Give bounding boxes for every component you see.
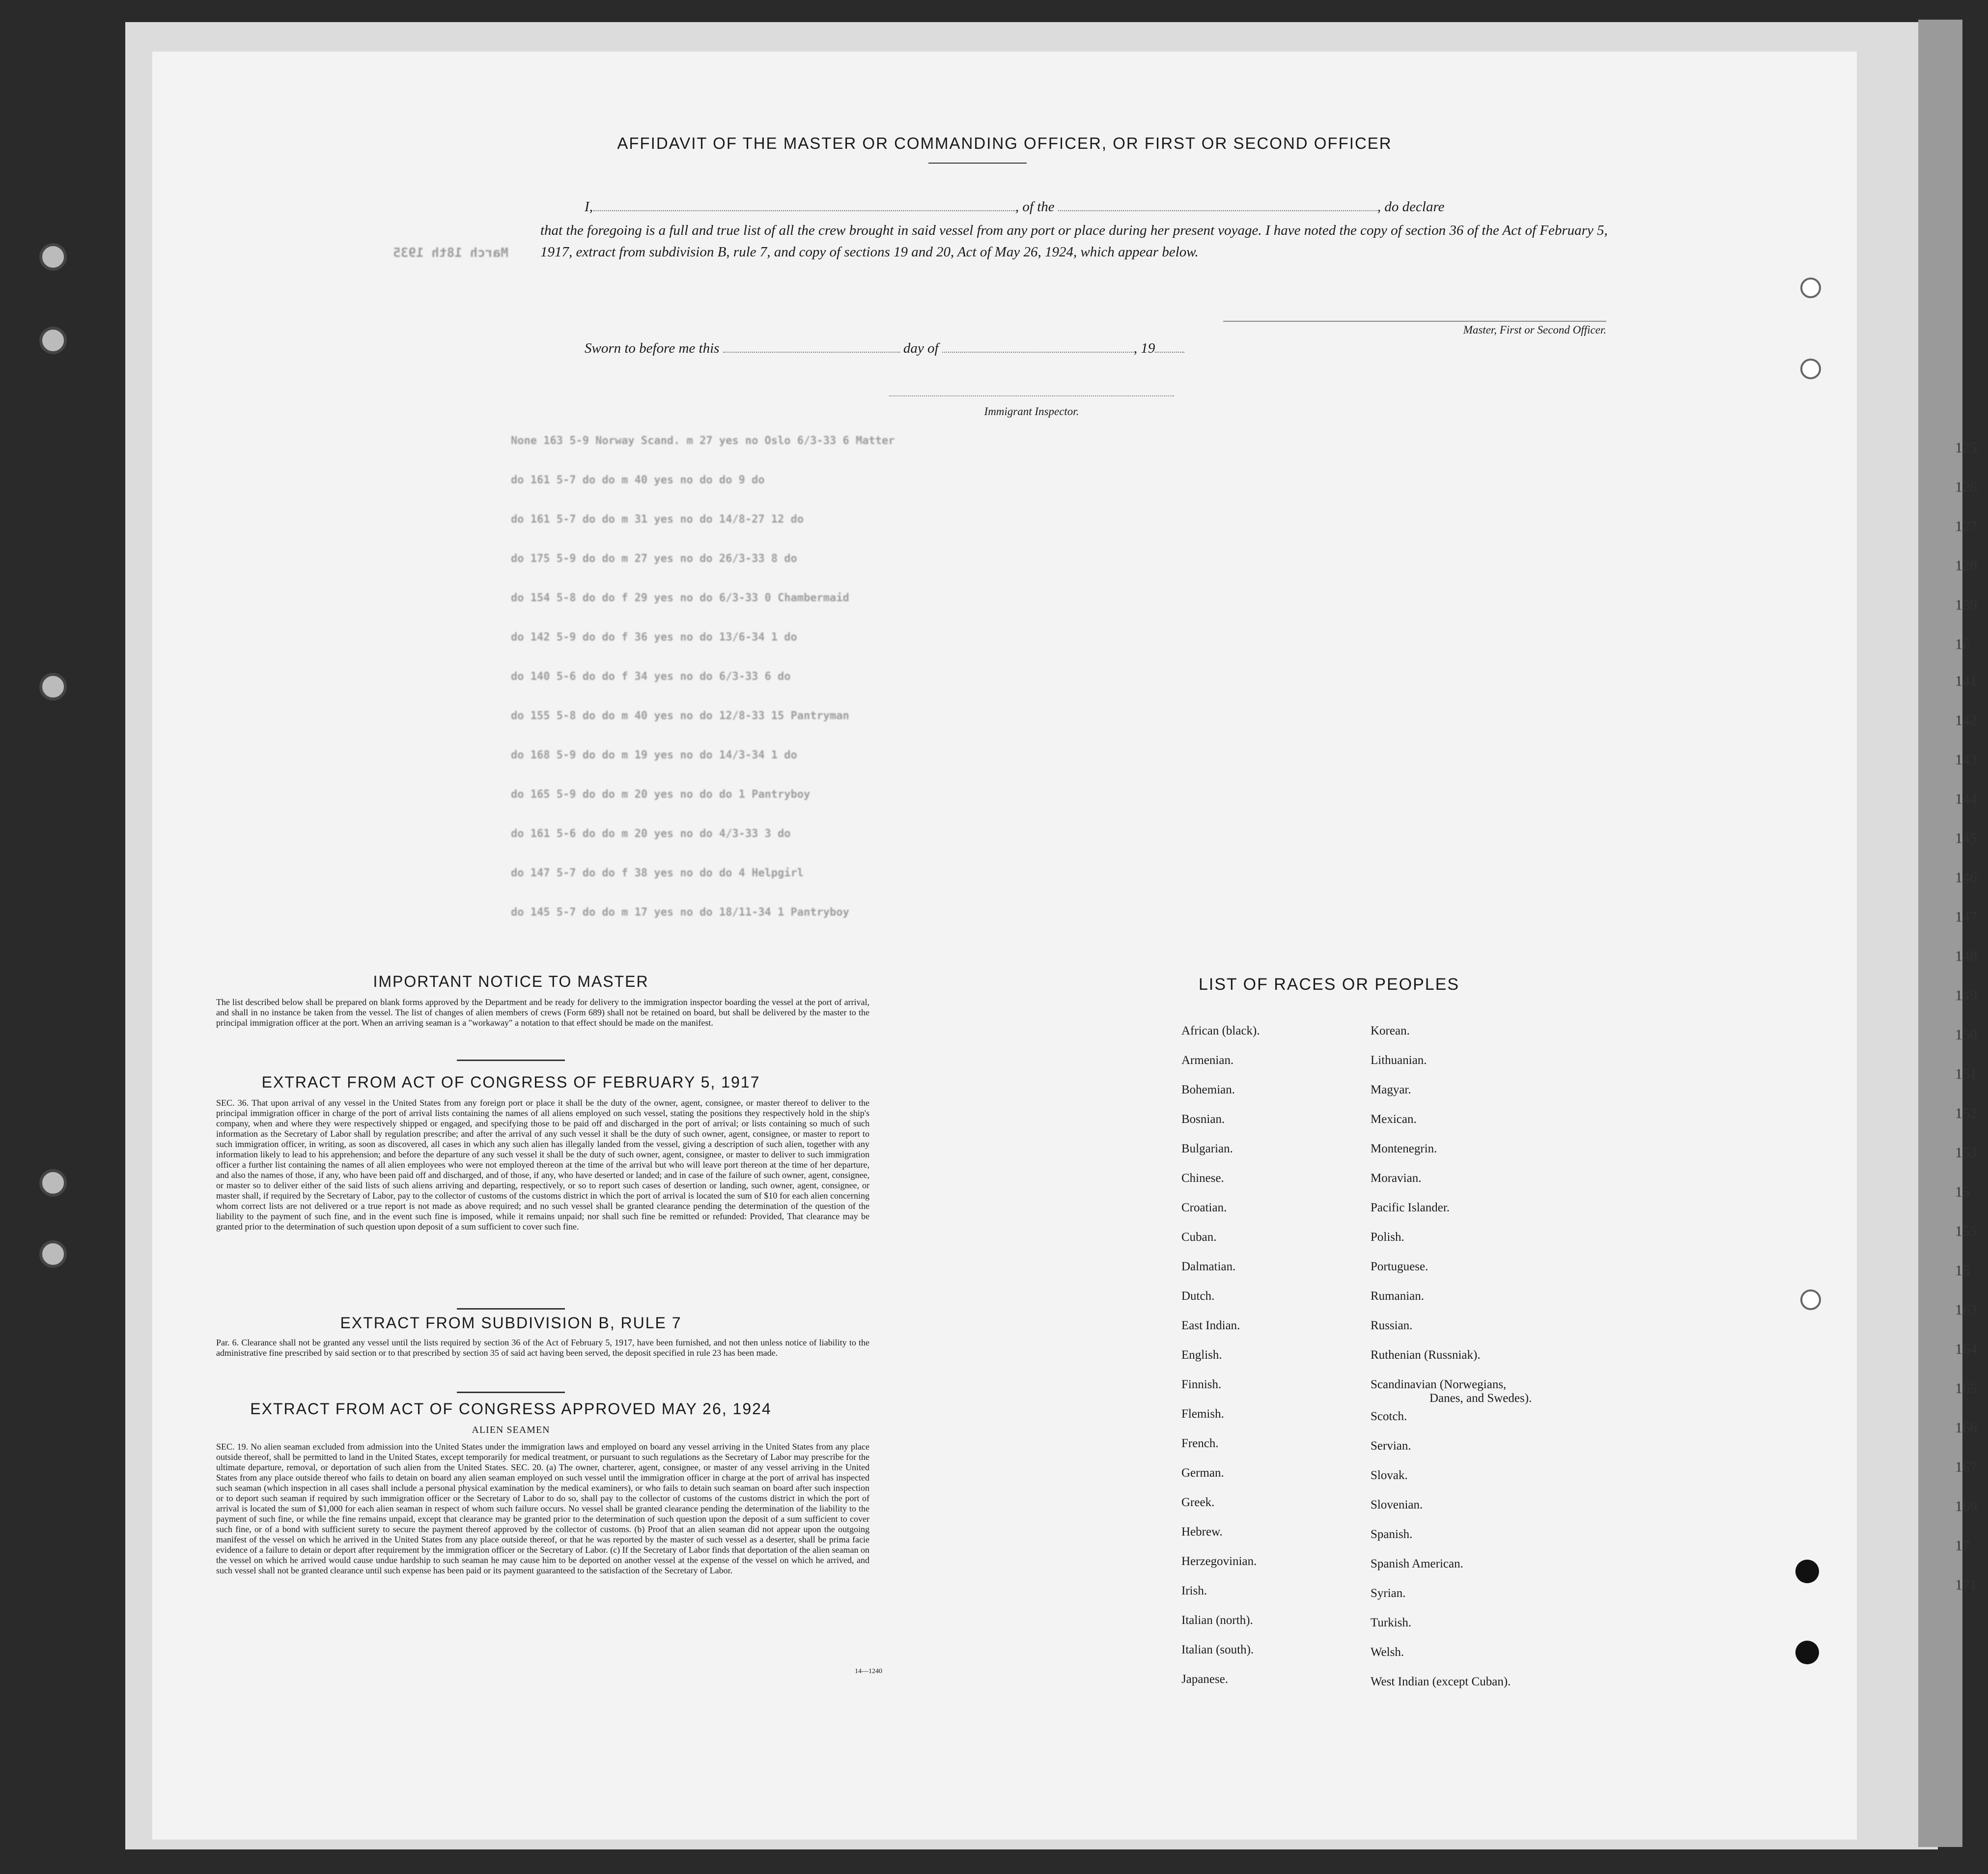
race-item: Chinese. [1181,1172,1224,1185]
row-number: 165 [1955,1380,1977,1397]
alien-seamen-subtitle: ALIEN SEAMEN [472,1425,550,1435]
row-number: 17 [1955,1538,1970,1554]
page-edge-strip [1918,20,1962,1847]
notice-title: IMPORTANT NOTICE TO MASTER [373,973,649,990]
signature-line[interactable] [1223,321,1606,322]
row-number: 128 [1955,558,1977,574]
race-item: Ruthenian (Russniak). [1371,1348,1481,1362]
affidavit-title: AFFIDAVIT OF THE MASTER OR COMMANDING OFFICER, OR FIRST OR SECOND OFFICER [617,134,1392,152]
sworn-month-field[interactable] [942,352,1134,353]
divider [457,1308,565,1310]
sworn-day-field[interactable] [723,352,900,353]
race-item: Polish. [1371,1231,1404,1244]
punch-hole [39,1240,67,1268]
ink-dot [1795,1560,1819,1583]
race-item: Korean. [1371,1024,1410,1037]
row-number: 15 [1955,1262,1970,1279]
declaration-body: that the foregoing is a full and true list of all the crew brought in said vessel from any port or place during her present voyage. I have noted the copy of section 36 of the Act of February 5, 1917, extract from subdivision B, rule 7, and copy of sections 19 and 20, Act of May 26, 1924, which appear below. [540,223,1608,260]
race-item: Japanese. [1181,1673,1229,1686]
row-number: 155 [1955,1223,1977,1239]
race-item: Portuguese. [1371,1260,1428,1273]
race-item: English. [1181,1348,1222,1362]
race-item: Rumanian. [1371,1289,1425,1303]
row-number: 125 [1955,440,1977,456]
race-item: German. [1181,1466,1224,1480]
divider [457,1392,565,1393]
row-number: 149 [1955,987,1977,1004]
row-number: 150 [1955,1027,1977,1043]
day-of-label: day of [903,340,939,356]
race-item: Herzegovinian. [1181,1555,1257,1568]
bleed-row: None 163 5-9 Norway Scand. m 27 yes no Oslo 6/3-33 6 Matter [511,435,895,447]
race-item: Montenegrin. [1371,1142,1437,1155]
year-prefix-label: , 19 [1133,340,1155,356]
row-number: 152 [1955,1105,1977,1121]
extract-1924-title: EXTRACT FROM ACT OF CONGRESS APPROVED MAY 26, 1924 [250,1400,772,1418]
race-item: Danes, and Swedes). [1429,1392,1532,1405]
race-item: Scandinavian (Norwegians, [1371,1378,1507,1391]
row-number: 164 [1955,1341,1977,1357]
of-the-label: , of the [1015,199,1055,215]
rule7-title: EXTRACT FROM SUBDIVISION B, RULE 7 [340,1314,682,1332]
race-item: Pacific Islander. [1371,1201,1450,1214]
punch-hole [39,243,67,271]
punch-hole [39,673,67,700]
bleed-row: do 140 5-6 do do f 34 yes no do 6/3-33 6 do [511,671,791,683]
race-item: Scotch. [1371,1410,1407,1423]
row-number: 151 [1955,1066,1977,1082]
race-item: Bohemian. [1181,1083,1235,1096]
row-number: 147 [1955,909,1977,925]
bleed-row: do 161 5-7 do do m 40 yes no do do 9 do [511,474,765,486]
race-item: Welsh. [1371,1646,1404,1659]
bleed-row: do 154 5-8 do do f 29 yes no do 6/3-33 0 Chambermaid [511,592,849,604]
extract-1917-title: EXTRACT FROM ACT OF CONGRESS OF FEBRUARY 5, 1917 [261,1073,760,1091]
bleed-row: do 145 5-7 do do m 17 yes no do 18/11-34 1 Pantryboy [511,906,849,919]
bleed-row: do 155 5-8 do do m 40 yes no do 12/8-33 15 Pantryman [511,710,849,722]
bleed-row: do 142 5-9 do do f 36 yes no do 13/6-34 1 do [511,631,797,643]
race-item: Irish. [1181,1584,1207,1597]
bleed-row: do 161 5-6 do do m 20 yes no do 4/3-33 3 do [511,828,791,840]
race-item: Italian (south). [1181,1643,1254,1656]
rule7-text: Par. 6. Clearance shall not be granted any vessel until the lists required by section 36 of the Act of February 5, 1917, have been furnished, and not then unless notice of liability to the administrative fine prescribed by said section or to that prescribed by section 35 of said act having been served, the deposit specified in rule 23 has been made. [216,1338,869,1358]
punch-hole [39,1169,67,1197]
row-number: 163 [1955,1302,1977,1318]
row-number: 148 [1955,948,1977,964]
row-number: 127 [1955,518,1977,534]
race-item: French. [1181,1437,1219,1450]
punch-hole [1800,1289,1821,1310]
race-item: Spanish. [1371,1528,1413,1541]
row-number: 171 [1955,1577,1977,1593]
race-item: Flemish. [1181,1407,1224,1421]
master-signature-label: Master, First or Second Officer. [1463,324,1606,336]
row-number: 144 [1955,791,1977,807]
row-number: 166 [1955,1420,1977,1436]
divider [457,1060,565,1061]
form-number: 14—1240 [855,1668,882,1675]
punch-hole [1800,278,1821,298]
race-item: Slovenian. [1371,1498,1423,1511]
race-item: Croatian. [1181,1201,1227,1214]
divider [928,163,1027,164]
race-item: Italian (north). [1181,1614,1253,1627]
race-item: Slovak. [1371,1469,1408,1482]
race-item: Magyar. [1371,1083,1411,1096]
race-item: Turkish. [1371,1616,1412,1629]
race-item: Mexican. [1371,1113,1417,1126]
race-item: Spanish American. [1371,1557,1463,1570]
row-number: 15 [1955,1184,1970,1200]
race-item: Russian. [1371,1319,1413,1332]
row-number: 141 [1955,673,1977,689]
race-item: Bosnian. [1181,1113,1225,1126]
row-number: 143 [1955,752,1977,768]
row-number: 142 [1955,712,1977,728]
race-item: Servian. [1371,1439,1411,1453]
punch-hole [1800,359,1821,379]
inspector-label: Immigrant Inspector. [984,405,1079,418]
bleed-row: do 168 5-9 do do m 19 yes no do 14/3-34 1 do [511,749,797,761]
race-item: Bulgarian. [1181,1142,1233,1155]
race-item: West Indian (except Cuban). [1371,1675,1511,1688]
row-number: 146 [1955,869,1977,886]
extract-1924-text: SEC. 19. No alien seaman excluded from admission into the United States under the immigration laws and employed on board any vessel arriving in the United States from any place outside thereof, shall be permitted to land in the United States, except temporarily for medical treatment, or pursuant to such regulations as the Secretary of Labor may prescribe for the ultimate departure, removal, or deportation of such alien from the United States. SEC. 20. (a) The owner, charterer, agent, consignee, or master of any vessel arriving in the United States from any place outside thereof who fails to detain on board any alien seaman employed on such vessel until the immigration officer in charge at the port of arrival has inspected such seaman (which inspection in all cases shall include a personal physical examination by the medical examiners), or who fails to detain such seaman on board after such inspection or to deport such seaman if required by such immigration officer or the Secretary of Labor to do so, shall pay to the collector of customs of the customs district in which the port of arrival is located the sum of $1,000 for each alien seaman in respect of whom such failure occurs. No vessel shall be granted clearance pending the determination of the liability to the payment of such fine, or while the fine remains unpaid, except that clearance may be granted prior to the determination of such question upon the deposit of a sum sufficient to cover such fine, or of a bond with sufficient surety to secure the payment thereof approved by the collector of customs. (b) Proof that an alien seaman did not appear upon the outgoing manifest of the vessel on which he arrived in the United States from any place outside thereof, or that he was reported by the master of such vessel as a deserter, shall be prima facie evidence of a failure to detain or deport after requirement by the immigration officer or the Secretary of Labor. (c) If the Secretary of Labor finds that deportation of the alien seaman on the vessel on which he arrived would cause undue hardship to such seaman he may cause him to be deported on another vessel at the expense of the vessel on which he arrived, and such vessel shall not be granted clearance until such expense has been paid or its payment guaranteed to the satisfaction of the Secretary of Labor. [216,1442,869,1575]
sworn-year-field[interactable] [1155,352,1184,353]
race-item: Finnish. [1181,1378,1222,1391]
row-number: 145 [1955,830,1977,846]
bleed-row: do 165 5-9 do do m 20 yes no do do 1 Pantryboy [511,788,811,801]
race-item: Lithuanian. [1371,1054,1427,1067]
race-item: Hebrew. [1181,1525,1223,1538]
bleed-row: do 147 5-7 do do f 38 yes no do do 4 Helpgirl [511,867,804,879]
name-field[interactable] [593,210,1015,211]
ink-dot [1795,1641,1819,1664]
manifest-page [152,52,1977,1840]
races-title: LIST OF RACES OR PEOPLES [1199,975,1460,994]
race-item: Moravian. [1371,1172,1422,1185]
bleed-row: do 175 5-9 do do m 27 yes no do 26/3-33 8 do [511,553,797,565]
row-number: 139 [1955,597,1977,613]
row-number: 1∂ [1955,636,1970,652]
row-number: 169 [1955,1498,1977,1514]
race-item: Cuban. [1181,1231,1217,1244]
race-item: Dalmatian. [1181,1260,1236,1273]
race-item: Dutch. [1181,1289,1215,1303]
race-item: East Indian. [1181,1319,1240,1332]
sworn-line [585,340,1184,357]
declaration-line [585,199,1445,215]
inspector-signature-line[interactable] [889,395,1174,396]
bleed-through-header: March 18th 1935 [393,246,508,260]
row-number: 126 [1955,479,1977,495]
extract-1917-text: SEC. 36. That upon arrival of any vessel in the United States from any foreign port or place it shall be the duty of the owner, agent, consignee, or master thereof to deliver to the principal immigration officer in charge of the port of arrival lists containing the names of all aliens employed on such vessel, stating the positions they respectively hold in the ship's company, when and where they were respectively shipped or engaged, and specifying those to be paid off and discharged in the port of arrival; or lists containing so much of such information as the Secretary of Labor shall by regulation prescribe; and after the arrival of any such vessel it shall be the duty of such owner, agent, consignee, or master to report to such immigration officer, in writing, as soon as discovered, all cases in which any such alien has illegally landed from the vessel, giving a description of such alien, together with any information likely to lead to his apprehension; and before the departure of any such vessel it shall be the duty of such owner, agent, consignee, or master to deliver to such immigration officer a further list containing the names of all alien employees who were not employed thereon at the time of the arrival but who will leave port thereon at the time of her departure, and also the names of those, if any, who have been paid off and discharged, and of those, if any, who have deserted or landed; and in case of the failure of such owner, agent, consignee, or master so to deliver either of the said lists of such aliens arriving and departing, respectively, or so to report such cases of desertion or landing, such owner, agent, consignee, or master shall, if required by the Secretary of Labor, pay to the collector of customs of the customs district in which the port of arrival is located the sum of $10 for each alien concerning whom correct lists are not delivered or a true report is not made as above required; and no such vessel shall be granted clearance pending the determination of the question of the liability to the payment of such fine, and in the event such fine is imposed, while it remains unpaid; nor shall such fine be remitted or refunded: Provided, That clearance may be granted prior to the determination of such question upon deposit of a sum sufficient to cover such fine. [216,1098,869,1231]
race-item: Armenian. [1181,1054,1234,1067]
row-number: 153 [1955,1145,1977,1161]
race-item: Greek. [1181,1496,1215,1509]
punch-hole [39,327,67,354]
sworn-label: Sworn to before me this [585,340,720,356]
notice-text: The list described below shall be prepared on blank forms approved by the Department and be ready for delivery to the immigration inspector boarding the vessel at the port of arrival, and shall in no instance be taken from the vessel. The list of changes of alien members of crews (Form 689) shall not be retained on board, but shall be delivered by the master to the principal immigration officer at the port. When an arriving seaman is a "workaway" a notation to that effect should be made on the manifest. [216,997,869,1028]
race-item: Syrian. [1371,1587,1406,1600]
row-number: 167 [1955,1459,1977,1475]
bleed-row: do 161 5-7 do do m 31 yes no do 14/8-27 12 do [511,513,804,526]
declare-label: , do declare [1377,199,1445,215]
vessel-field[interactable] [1058,210,1377,211]
i-label: I, [585,199,593,215]
race-item: African (black). [1181,1024,1260,1037]
